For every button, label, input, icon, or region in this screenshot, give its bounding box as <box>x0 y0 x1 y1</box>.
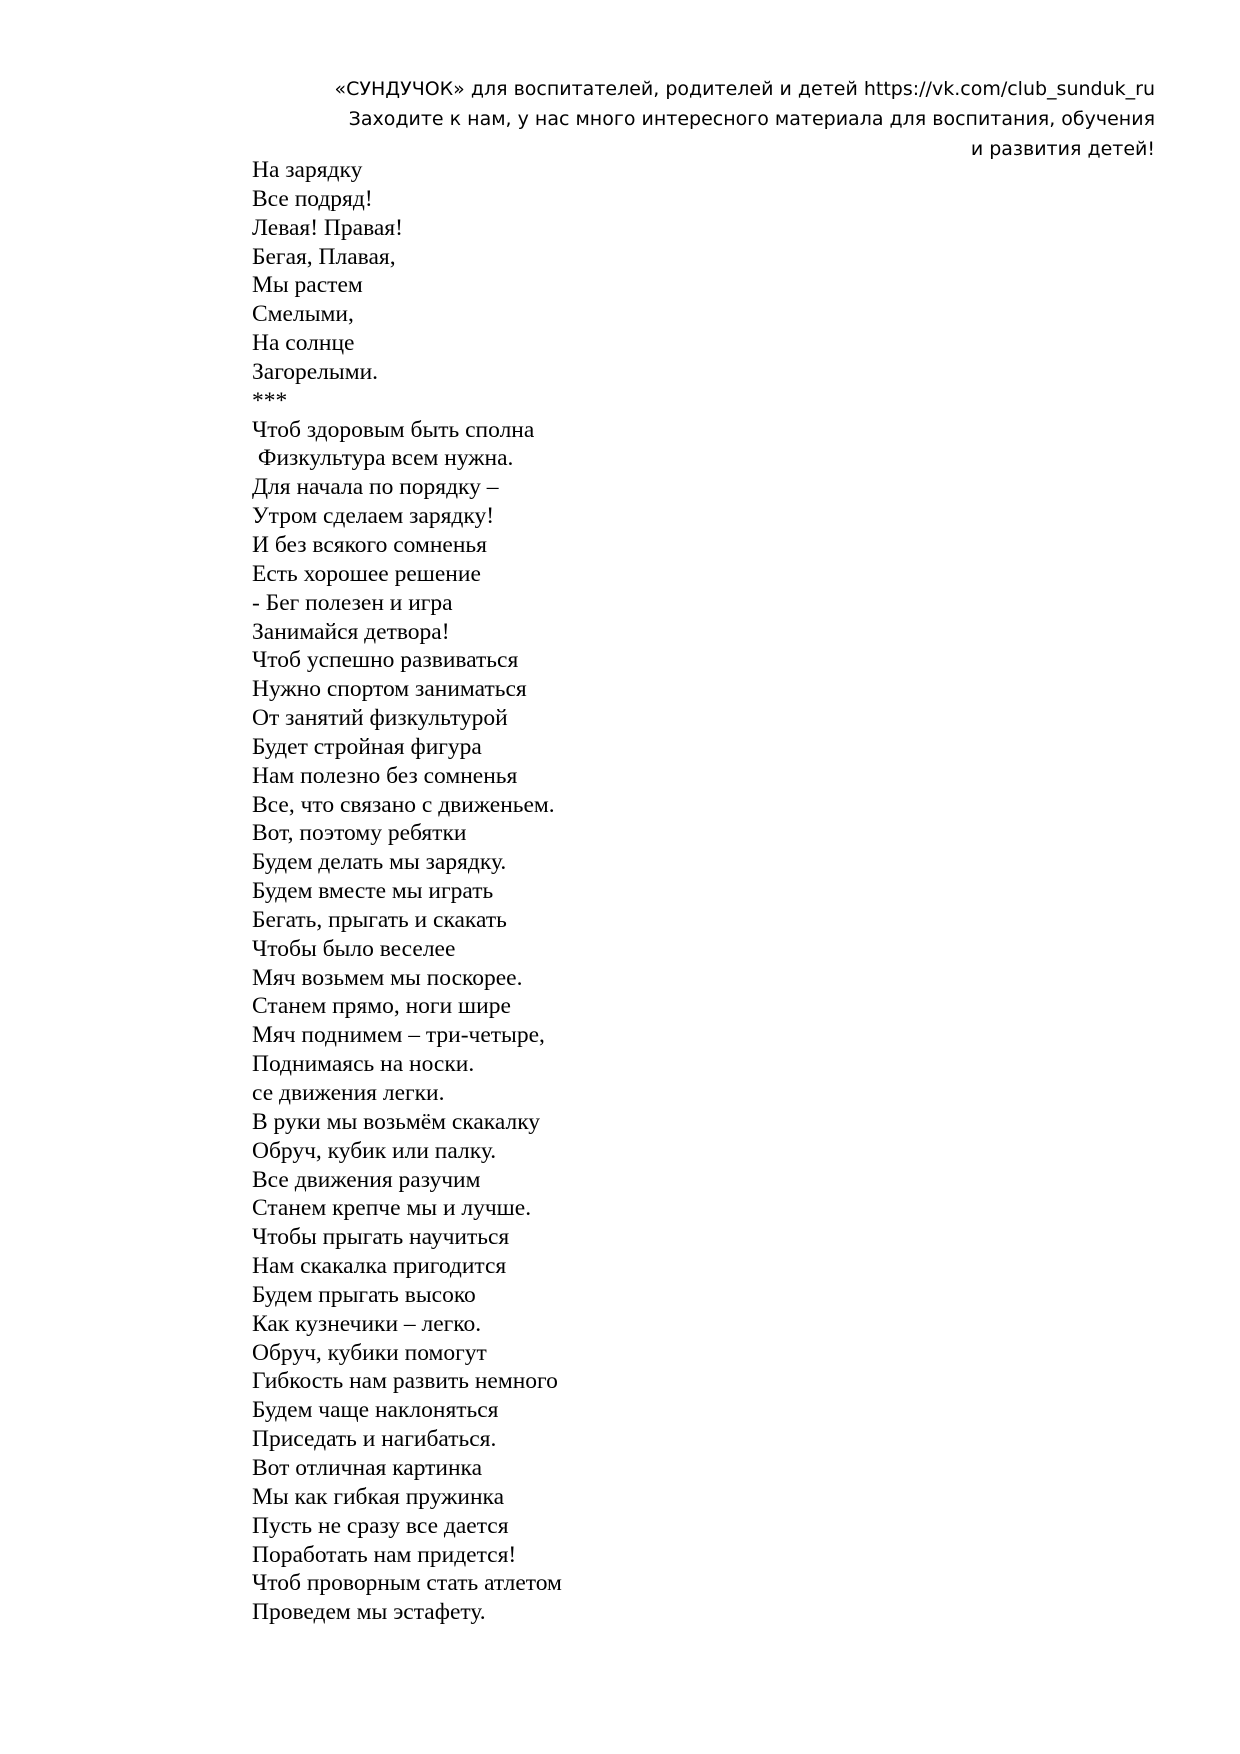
poem-line: Физкультура всем нужна. <box>252 445 514 472</box>
poem-line: Мяч возьмем мы поскорее. <box>252 964 523 991</box>
poem-line: Будем прыгать высоко <box>252 1281 476 1308</box>
header-line-1: «СУНДУЧОК» для воспитателей, родителей и детей https://vk.com/club_sunduk_ru <box>334 78 1155 100</box>
page-header <box>255 74 1155 164</box>
poem-line: Бегая, Плавая, <box>252 243 396 270</box>
poem-line: Чтоб успешно развиваться <box>252 647 519 674</box>
header-line-2: Заходите к нам, у нас много интересного материала для воспитания, обучения <box>348 108 1155 130</box>
poem-line: Мы растем <box>252 272 363 299</box>
poem-line: Как кузнечики – легко. <box>252 1310 482 1337</box>
poem-line: Будем чаще наклоняться <box>252 1397 499 1424</box>
poem-line: Чтоб здоровым быть сполна <box>252 416 535 443</box>
poem-line: Все, что связано с движеньем. <box>252 791 555 818</box>
poem-line: В руки мы возьмём скакалку <box>252 1108 541 1135</box>
poem-line: Нам полезно без сомненья <box>252 762 518 789</box>
poem-line: Будем вместе мы играть <box>252 878 494 905</box>
poem-line: Пусть не сразу все дается <box>252 1512 509 1539</box>
poem-line: - Бег полезен и игра <box>252 589 453 616</box>
poem-line: Станем прямо, ноги шире <box>252 993 511 1020</box>
poem-line: Чтобы было веселее <box>252 935 456 962</box>
poem-line: Гибкость нам развить немного <box>252 1368 558 1395</box>
poem-line: Бегать, прыгать и скакать <box>252 906 507 933</box>
poem-line: Обруч, кубик или палку. <box>252 1137 497 1164</box>
poem-line: Левая! Правая! <box>252 214 403 241</box>
poem-line: Будет стройная фигура <box>252 733 482 760</box>
poem-line: Утром сделаем зарядку! <box>252 503 495 530</box>
poem-line: Чтоб проворным стать атлетом <box>252 1570 562 1597</box>
poem-line: Есть хорошее решение <box>252 560 481 587</box>
poem-line: Поработать нам придется! <box>252 1541 517 1568</box>
poem-line: Для начала по порядку – <box>252 474 499 501</box>
poem-line: Приседать и нагибаться. <box>252 1426 497 1453</box>
poem-line: От занятий физкультурой <box>252 705 508 732</box>
poem-line: Занимайся детвора! <box>252 618 450 645</box>
poem-line: Поднимаясь на носки. <box>252 1051 475 1078</box>
poem-line: Все движения разучим <box>252 1166 481 1193</box>
poem-line: Проведем мы эстафету. <box>252 1599 486 1626</box>
poem-line: Вот, поэтому ребятки <box>252 820 467 847</box>
poem-line: Загорелыми. <box>252 358 379 385</box>
poem-text <box>252 156 562 1627</box>
poem-line: На солнце <box>252 330 355 357</box>
poem-line: И без всякого сомненья <box>252 531 487 558</box>
poem-line: *** <box>252 387 288 414</box>
poem-line: Нужно спортом заниматься <box>252 676 527 703</box>
poem-line: Будем делать мы зарядку. <box>252 849 507 876</box>
poem-line: Чтобы прыгать научиться <box>252 1224 510 1251</box>
poem-line: Все подряд! <box>252 185 373 212</box>
poem-line: Станем крепче мы и лучше. <box>252 1195 532 1222</box>
poem-line: На зарядку <box>252 157 363 183</box>
poem-line: Нам скакалка пригодится <box>252 1253 507 1280</box>
poem-line: Мы как гибкая пружинка <box>252 1483 505 1510</box>
poem-line: се движения легки. <box>252 1080 445 1106</box>
poem-line: Смелыми, <box>252 301 354 328</box>
header-line-3: и развития детей! <box>970 138 1155 160</box>
poem-line: Мяч поднимем – три-четыре, <box>252 1022 545 1049</box>
poem-line: Обруч, кубики помогут <box>252 1339 487 1366</box>
poem-line: Вот отличная картинка <box>252 1454 483 1481</box>
